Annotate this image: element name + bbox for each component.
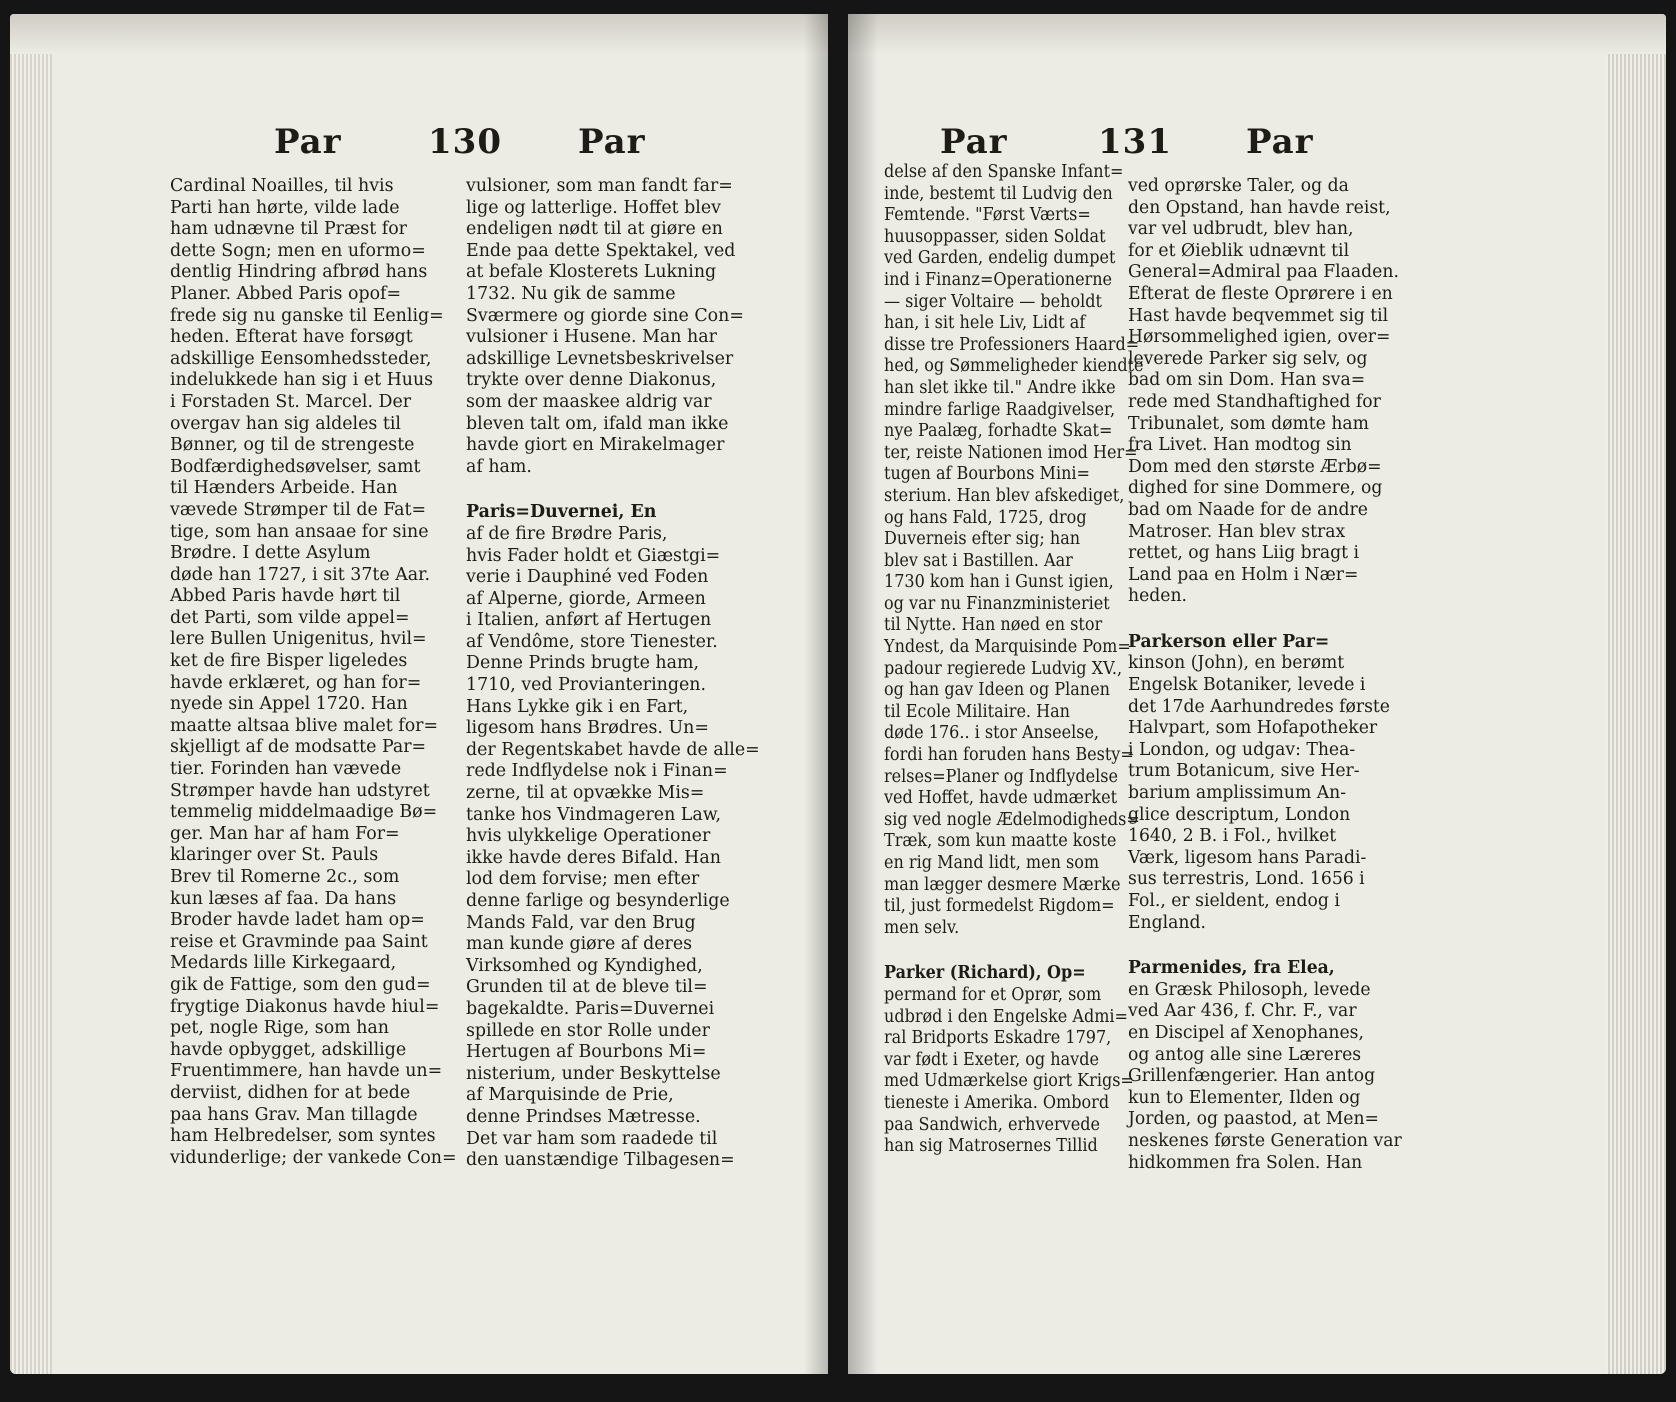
text-line: Cardinal Noailles, til hvis [170, 176, 394, 196]
text-line: fra Livet. Han modtog sin [1128, 435, 1352, 456]
text-line: 1732. Nu gik de samme [466, 283, 676, 304]
text-line: var født i Exeter, og havde [884, 1049, 1099, 1070]
text-line: zerne, til at opvække Mis= [466, 783, 705, 804]
text-line: heden. Efterat have forsøgt [170, 327, 413, 348]
text-line: leverede Parker sig selv, og [1128, 348, 1368, 369]
paragraph-gap [884, 939, 1144, 963]
text-line: det 17de Aarhundredes første [1128, 696, 1390, 717]
text-line: han sig Matrosernes Tillid [884, 1136, 1098, 1157]
text-line: sterium. Han blev afskediget, [884, 485, 1125, 506]
text-line: Hertugen af Bourbons Mi= [466, 1042, 707, 1063]
text-line: paa hans Grav. Man tillagde [170, 1104, 418, 1125]
text-line: til, just formedelst Rigdom= [884, 896, 1115, 917]
text-line: af Vendôme, store Tienester. [466, 631, 718, 652]
text-line: kinson (John), en berømt [1128, 653, 1345, 674]
text-line: adskillige Eensomhedssteder, [170, 348, 432, 369]
text-line: — siger Voltaire — beholdt [884, 291, 1102, 312]
text-line: Hans Lykke gik i en Fart, [466, 696, 689, 717]
page-top-shadow [10, 14, 828, 54]
text-line: mindre farlige Raadgivelser, [884, 399, 1116, 420]
right-column-1 [884, 162, 1144, 1158]
text-line: Grunden til at de bleve til= [466, 977, 708, 998]
text-line: Strømper havde han udstyret [170, 780, 430, 801]
text-line: hidkommen fra Solen. Han [1128, 1152, 1363, 1173]
paragraph-gap [1128, 608, 1402, 632]
text-line: skjelligt af de modsatte Par= [170, 737, 427, 758]
text-line: ligesom hans Brødres. Un= [466, 718, 709, 739]
text-line: indelukkede han sig i et Huus [170, 370, 434, 391]
text-line: Bønner, og til de strengeste [170, 435, 415, 456]
text-line: Træk, som kun maatte koste [884, 831, 1117, 852]
paragraph-gap [1128, 934, 1402, 958]
left-page [10, 14, 828, 1374]
text-line: hvis Fader holdt et Giæstgi= [466, 545, 721, 566]
text-line: at befale Klosterets Lukning [466, 262, 717, 283]
text-line: neskenes første Generation var [1128, 1130, 1402, 1151]
text-line: Dom med den største Ærbø= [1128, 456, 1382, 477]
text-line: var vel udbrudt, blev han, [1128, 219, 1354, 240]
text-line: og var nu Finanzministeriet [884, 593, 1110, 614]
text-line: det Parti, som vilde appel= [170, 607, 410, 628]
page-edges [1606, 14, 1666, 1374]
text-line: temmelig middelmaadige Bø= [170, 802, 438, 823]
text-line: med Udmærkelse giort Krigs= [884, 1071, 1134, 1092]
text-line: ter, reiste Nationen imod Her= [884, 442, 1138, 463]
text-line: padour regierede Ludvig XV., [884, 658, 1123, 679]
text-line: ket de fire Bisper ligeledes [170, 651, 408, 672]
text-line: ved Garden, endelig dumpet [884, 248, 1116, 269]
text-line: Medards lille Kirkegaard, [170, 953, 397, 974]
right-header-word: Par [940, 122, 1008, 162]
text-line: Yndest, da Marquisinde Pom= [884, 637, 1131, 658]
text-line: nisterium, under Beskyttelse [466, 1063, 721, 1084]
text-line: blev sat i Bastillen. Aar [884, 550, 1073, 571]
text-line: lod dem forvise; men efter [466, 869, 700, 890]
text-line: glice descriptum, London [1128, 804, 1351, 825]
text-line: ham Helbredelser, som syntes [170, 1126, 436, 1147]
text-line: Halvpart, som Hofapotheker [1128, 718, 1378, 739]
left-column-1 [170, 176, 457, 1169]
text-line: havde opbygget, adskillige [170, 1039, 407, 1060]
gutter-shadow [804, 14, 828, 1374]
text-line: vævede Strømper til de Fat= [170, 499, 427, 520]
text-line: Land paa en Holm i Nær= [1128, 564, 1359, 585]
text-line: af de fire Brødre Paris, [466, 523, 668, 544]
text-line: Sværmere og giorde sine Con= [466, 305, 744, 326]
text-line: man kunde giøre af deres [466, 934, 693, 955]
text-line: ved Hoffet, havde udmærket [884, 788, 1118, 809]
right-header-word-right: Par [1246, 122, 1314, 162]
text-line: rede med Standhaftighed for [1128, 391, 1381, 412]
text-line: dette Sogn; men en uformo= [170, 240, 426, 261]
text-line: Broder havde ladet ham op= [170, 910, 425, 931]
text-line: Hørsommelighed igien, over= [1128, 327, 1391, 348]
text-line: sig ved nogle Ædelmodigheds= [884, 809, 1140, 830]
gutter-shadow [848, 14, 878, 1374]
text-line: af Marquisinde de Prie, [466, 1085, 674, 1106]
text-line: frygtige Diakonus havde hiul= [170, 996, 440, 1017]
text-line: inde, bestemt til Ludvig den [884, 183, 1113, 204]
text-line: vidunderlige; der vankede Con= [170, 1147, 457, 1168]
text-line: Matroser. Han blev strax [1128, 521, 1346, 542]
text-line: af Alperne, giorde, Armeen [466, 588, 706, 609]
text-line: ikke havde deres Bifald. Han [466, 847, 721, 868]
text-line: lige og latterlige. Hoffet blev [466, 197, 721, 218]
text-line: bagekaldte. Paris=Duvernei [466, 998, 715, 1019]
left-header-word-right: Par [578, 122, 646, 162]
text-line: frede sig nu ganske til Eenlig= [170, 305, 444, 326]
text-line: maatte altsaa blive malet for= [170, 715, 439, 736]
text-line: derviist, didhen for at bede [170, 1082, 411, 1103]
text-line: han, i sit hele Liv, Lidt af [884, 313, 1086, 334]
text-line: Bodfærdighedsøvelser, samt [170, 456, 421, 477]
text-line: men selv. [884, 917, 960, 938]
text-line: ved oprørske Taler, og da [1128, 176, 1349, 196]
text-line: døde 176.. i stor Anseelse, [884, 723, 1100, 744]
text-line: verie i Dauphiné ved Foden [466, 567, 709, 588]
text-line: England. [1128, 912, 1206, 933]
paragraph-gap [466, 478, 760, 502]
text-line: Mands Fald, var den Brug [466, 912, 696, 933]
text-line: General=Admiral paa Flaaden. [1128, 262, 1399, 283]
text-line: trykte over denne Diakonus, [466, 370, 717, 391]
text-line: adskillige Levnetsbeskrivelser [466, 348, 734, 369]
text-line: Planer. Abbed Paris opof= [170, 283, 402, 304]
text-line: tieneste i Amerika. Ombord [884, 1092, 1110, 1113]
text-line: til Ecole Militaire. Han [884, 701, 1070, 722]
text-line: Brev til Romerne 2c., som [170, 867, 400, 887]
text-line: dighed for sine Dommere, og [1128, 478, 1383, 499]
left-header-word: Par [274, 122, 342, 162]
text-line: heden. [1128, 586, 1187, 607]
text-line: i Italien, anført af Hertugen [466, 610, 712, 631]
text-line: paa Sandwich, erhvervede [884, 1114, 1100, 1135]
text-line: Femtende. "Først Værts= [884, 205, 1091, 226]
text-line: udbrød i den Engelske Admi= [884, 1006, 1128, 1027]
text-line: trum Botanicum, sive Her- [1128, 761, 1360, 782]
text-line: døde han 1727, i sit 37te Aar. [170, 564, 431, 585]
text-line: til Nytte. Han nøed en stor [884, 615, 1103, 636]
entry-headword-line: Parkerson eller Par= [1128, 631, 1330, 652]
entry-headword-line: Parker (Richard), Op= [884, 963, 1086, 984]
text-line: i Forstaden St. Marcel. Der [170, 391, 412, 412]
text-line: Abbed Paris havde hørt til [170, 586, 401, 607]
text-line: Det var ham som raadede til [466, 1128, 718, 1149]
entry-headword-line: Parmenides, fra Elea, [1128, 958, 1335, 979]
text-line: Grillenfængerier. Han antog [1128, 1066, 1376, 1087]
text-line: og antog alle sine Læreres [1128, 1044, 1362, 1065]
text-line: denne Prindses Mætresse. [466, 1106, 701, 1127]
text-line: 1640, 2 B. i Fol., hvilket [1128, 826, 1337, 847]
text-line: disse tre Professioners Haard= [884, 334, 1140, 355]
text-line: gik de Fattige, som den gud= [170, 974, 431, 995]
text-line: man lægger desmere Mærke [884, 874, 1121, 895]
text-line: klaringer over St. Pauls [170, 845, 379, 866]
text-line: Fruentimmere, han havde un= [170, 1061, 443, 1082]
text-line: Tribunalet, som dømte ham [1128, 413, 1369, 434]
text-line: kun to Elementer, Ilden og [1128, 1087, 1361, 1108]
text-line: permand for et Oprør, som [884, 984, 1102, 1005]
text-line: som der maaskee aldrig var [466, 391, 712, 412]
text-line: hvis ulykkelige Operationer [466, 826, 711, 847]
text-line: bad om Naade for de andre [1128, 499, 1368, 520]
text-line: Fol., er sieldent, endog i [1128, 891, 1340, 911]
text-line: ind i Finanz=Operationerne [884, 269, 1113, 290]
text-line: ger. Man har af ham For= [170, 823, 400, 844]
text-line: ral Bridports Eskadre 1797, [884, 1028, 1112, 1049]
text-line: ved Aar 436, f. Chr. F., var [1128, 1001, 1357, 1022]
text-line: tanke hos Vindmageren Law, [466, 804, 722, 825]
text-line: relses=Planer og Indflydelse [884, 766, 1119, 787]
right-column-2 [1128, 176, 1402, 1174]
text-line: Efterat de fleste Oprørere i en [1128, 283, 1393, 304]
text-line: Denne Prinds brugte ham, [466, 653, 699, 674]
text-line: nye Paalæg, forhadte Skat= [884, 421, 1113, 442]
text-line: pet, nogle Rige, som han [170, 1018, 389, 1039]
text-line: Ende paa dette Spektakel, ved [466, 240, 736, 261]
left-page-number: 130 [428, 122, 502, 162]
text-line: hed, og Sømmeligheder kiendte [884, 356, 1144, 377]
text-line: endeligen nødt til at giøre en [466, 219, 723, 240]
text-line: nyede sin Appel 1720. Han [170, 694, 408, 715]
text-line: rettet, og hans Liig bragt i [1128, 543, 1360, 564]
text-line: denne farlige og besynderlige [466, 891, 730, 911]
text-line: i London, og udgav: Thea- [1128, 739, 1356, 760]
entry-headword-line: Paris=Duvernei, En [466, 502, 657, 523]
text-line: og han gav Ideen og Planen [884, 680, 1110, 701]
text-line: den uanstændige Tilbagesen= [466, 1150, 735, 1171]
text-line: Værk, ligesom hans Paradi- [1128, 847, 1367, 868]
text-line: tugen af Bourbons Mini= [884, 464, 1090, 485]
text-line: havde giort en Mirakelmager [466, 435, 725, 456]
right-page-number: 131 [1098, 122, 1172, 162]
text-line: ham udnævne til Præst for [170, 219, 407, 240]
text-line: for et Øieblik udnævnt til [1128, 240, 1350, 261]
page-top-shadow [848, 14, 1666, 54]
text-line: overgav han sig aldeles til [170, 413, 401, 434]
text-line: rede Indflydelse nok i Finan= [466, 761, 728, 782]
text-line: Engelsk Botaniker, levede i [1128, 675, 1366, 696]
text-line: dentlig Hindring afbrød hans [170, 262, 428, 283]
text-line: Parti han hørte, vilde lade [170, 197, 400, 218]
text-line: lere Bullen Unigenitus, hvil= [170, 629, 427, 650]
text-line: Jorden, og paastod, at Men= [1128, 1109, 1379, 1130]
text-line: sus terrestris, Lond. 1656 i [1128, 869, 1365, 890]
text-line: Duverneis efter sig; han [884, 529, 1081, 550]
text-line: Virksomhed og Kyndighed, [466, 955, 703, 976]
text-line: den Opstand, han havde reist, [1128, 197, 1391, 218]
text-line: af ham. [466, 456, 532, 477]
text-line: delse af den Spanske Infant= [884, 162, 1124, 182]
text-line: kun læses af faa. Da hans [170, 888, 397, 909]
text-line: til Hænders Arbeide. Han [170, 478, 398, 499]
text-line: 1730 kom han i Gunst igien, [884, 572, 1114, 593]
text-line: barium amplissimum An- [1128, 783, 1347, 804]
text-line: 1710, ved Provianteringen. [466, 675, 707, 696]
text-line: en rig Mand lidt, men som [884, 853, 1100, 873]
text-line: en Græsk Philosoph, levede [1128, 979, 1371, 1000]
page-edges [10, 14, 52, 1374]
text-line: og hans Fald, 1725, drog [884, 507, 1087, 528]
text-line: havde erklæret, og han for= [170, 672, 422, 693]
text-line: huusoppasser, siden Soldat [884, 226, 1106, 247]
text-line: en Discipel af Xenophanes, [1128, 1022, 1364, 1043]
right-page [848, 14, 1666, 1374]
text-line: reise et Gravminde paa Saint [170, 931, 428, 952]
text-line: der Regentskabet havde de alle= [466, 739, 760, 760]
text-line: tier. Forinden han vævede [170, 759, 402, 780]
text-line: han slet ikke til." Andre ikke [884, 377, 1116, 398]
text-line: tige, som han ansaae for sine [170, 521, 429, 542]
text-line: Hast havde beqvemmet sig til [1128, 305, 1389, 326]
text-line: vulsioner, som man fandt far= [466, 176, 733, 196]
text-line: Brødre. I dette Asylum [170, 543, 371, 564]
text-line: bad om sin Dom. Han sva= [1128, 370, 1366, 391]
text-line: vulsioner i Husene. Man har [466, 327, 717, 348]
left-column-2 [466, 176, 760, 1172]
text-line: spillede en stor Rolle under [466, 1020, 710, 1041]
text-line: bleven talt om, ifald man ikke [466, 413, 729, 434]
text-line: fordi han foruden hans Besty= [884, 745, 1134, 766]
